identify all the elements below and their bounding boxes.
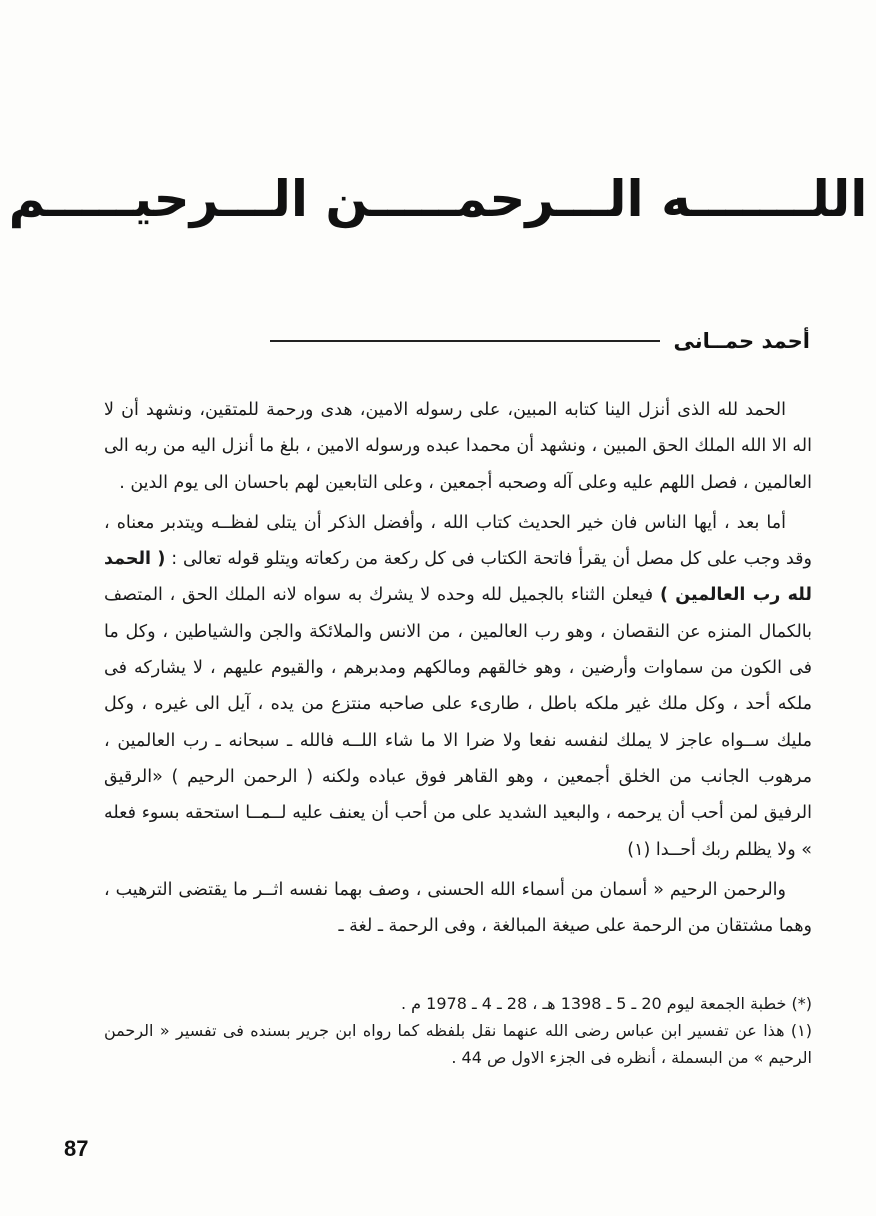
- article-body: [104, 392, 812, 944]
- page-number: 87: [64, 1136, 89, 1161]
- author-byline: [270, 326, 810, 356]
- author-rule: [270, 340, 660, 342]
- paragraph-2-text-before: أما بعد ، أيها الناس فان خير الحديث كتاب الله ، وأفضل الذكر أن يتلى لفظــه ويتدبر معناه ، وقد وجب على كل مصل أن يقرأ فاتحة الكتاب فى كل ركعة من ركعاته ويتلو قوله تعالى :: [104, 512, 812, 570]
- paragraph-1-text: الحمد لله الذى أنزل الينا كتابه المبين، على رسوله الامين، هدى ورحمة للمتقين، ونشهد أن لا اله الا الله الملك الحق المبين ، ونشهد أن محمدا عبده ورسوله الامين ، بلغ ما أنزل اليه من ربه الى العالمين ، فصل اللهم عليه وعلى آله وصحبه أجمعين ، وعلى التابعين لهم باحسان الى يوم الدين .: [104, 400, 812, 493]
- author-name: أحمد حمــانى: [673, 329, 810, 353]
- paragraph-2-text-after: فيعلن الثناء بالجميل لله وحده لا يشرك به سواه لانه الملك الحق ، المتصف بالكمال المنزه عن النقصان ، وهو رب العالمين ، من الانس والملائكة والجن والشياطين ، وكل ما فى الكون من سماوات وأرضين ، وهو خالقهم ومالكهم ومدبرهم ، والقيوم عليهم ، لا يشاركه فى ملكه أحد ، وكل ملك غير ملكه باطل ، طارىء على صاحبه منتزع من يده ، آيل الى غيره ، وكل مليك ســواه عاجز لا يملك لنفسه نفعا ولا ضرا الا ما شاء اللــه فالله ـ سبحانه ـ رب العالمين ، مرهوب الجانب من الخلق أجمعين ، وهو القاهر فوق عباده ولكنه ( الرحمن الرحيم ) «الرقيق الرفيق لمن أحب أن يرحمه ، والبعيد الشديد على من أحب أن يعنف عليه لــمــا استحقه بسوء فعله » ولا يظلم ربك أحــدا (١): [104, 585, 812, 860]
- paragraph-1: [104, 392, 812, 501]
- footnotes: [104, 990, 812, 1071]
- footnote-1: (١) هذا عن تفسير ابن عباس رضى الله عنهما نقل بلفظه كما رواه ابن جرير بسنده فى تفسير « الرحمن الرحيم » من البسملة ، أنظره فى الجزء الاول ص 44 .: [104, 1021, 812, 1067]
- footnote-sermon-date: (*) خطبة الجمعة ليوم 20 ـ 5 ـ 1398 هـ ، 28 ـ 4 ـ 1978 م .: [400, 994, 812, 1013]
- paragraph-2: [104, 505, 812, 868]
- page-title: اللـــــــه الـــرحمـــــن الـــرحيـــــم: [8, 170, 868, 228]
- paragraph-3-text: والرحمن الرحيم « أسمان من أسماء الله الحسنى ، وصف بهما نفسه اثــر ما يقتضى الترهيب ، وهما مشتقان من الرحمة على صيغة المبالغة ، وفى الرحمة ـ لغة ـ: [104, 879, 812, 937]
- paragraph-3: [104, 872, 812, 945]
- quran-verse: ( الحمد لله رب العالمين ): [104, 549, 812, 606]
